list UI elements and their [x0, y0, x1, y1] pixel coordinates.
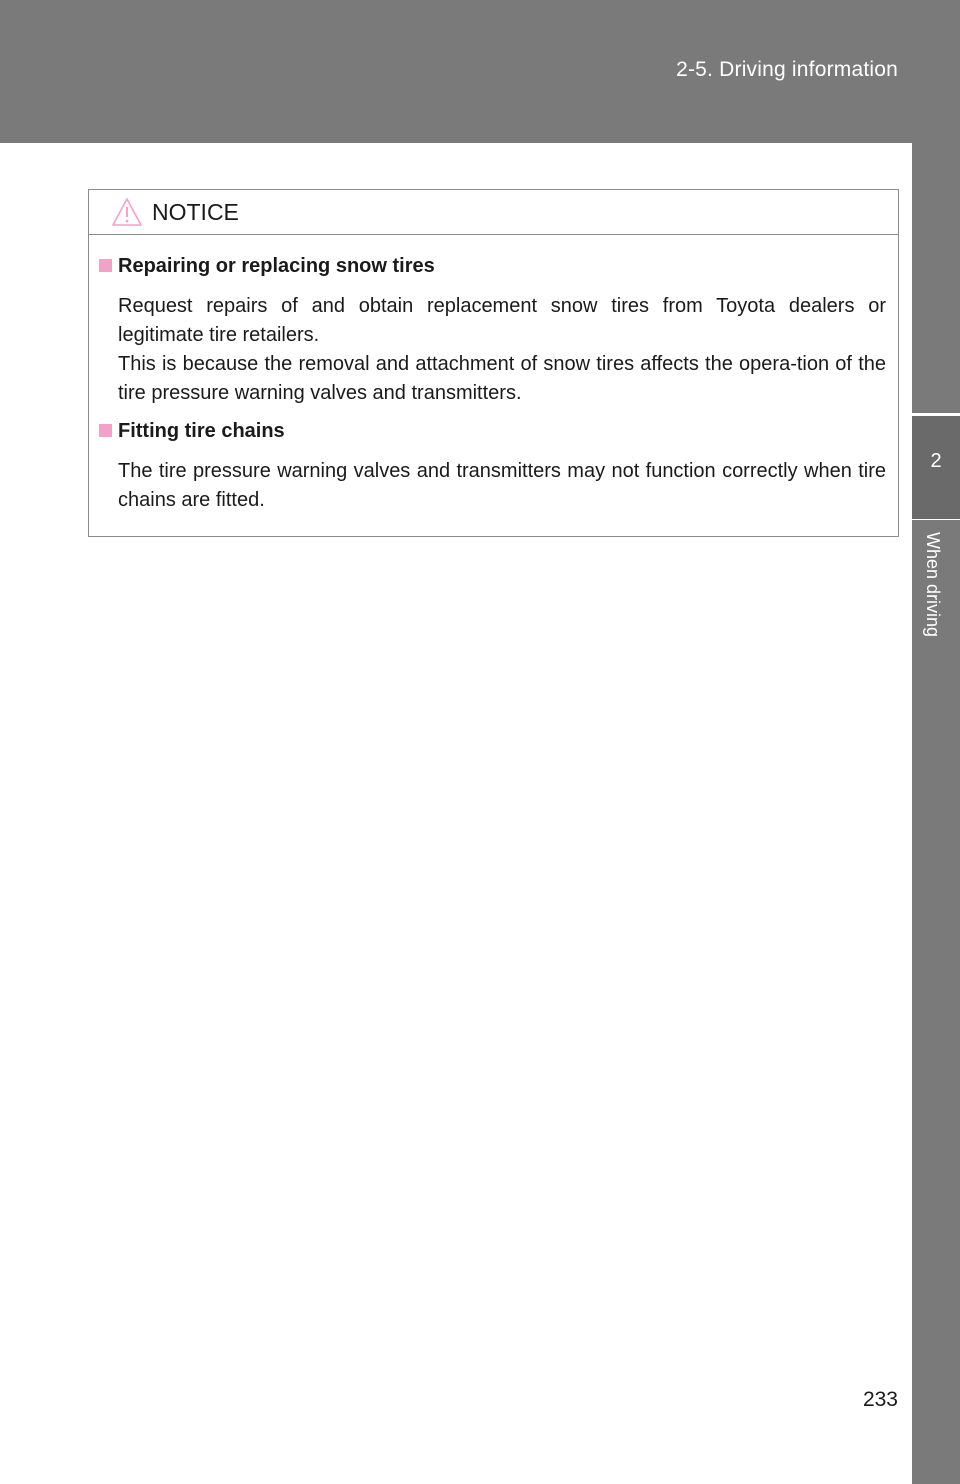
- paragraph: This is because the removal and attachment of snow tires affects the opera-tion of the tire pressure warning valves and transmitters.: [118, 353, 886, 404]
- notice-title: NOTICE: [152, 199, 239, 225]
- section-heading-tire-chains: [99, 420, 886, 443]
- chapter-label: When driving: [923, 532, 943, 638]
- square-bullet-icon: [99, 259, 112, 272]
- section-text-tire-chains: [99, 457, 886, 515]
- notice-header: [89, 190, 898, 235]
- section-heading-snow-tires: [99, 255, 886, 278]
- notice-body: [89, 235, 898, 515]
- square-bullet-icon: [99, 424, 112, 437]
- section-text-snow-tires: [99, 292, 886, 408]
- paragraph: Request repairs of and obtain replacement snow tires from Toyota dealers or legitimate tire retailers.: [118, 295, 886, 346]
- section-title: 2-5. Driving information: [676, 58, 898, 81]
- side-tab-upper: [912, 143, 960, 413]
- notice-box: [88, 189, 899, 537]
- page-number: 233: [862, 1388, 898, 1411]
- chapter-number: 2: [930, 450, 942, 472]
- paragraph: The tire pressure warning valves and transmitters may not function correctly when tire chains are fitted.: [118, 460, 886, 511]
- heading-text: Fitting tire chains: [118, 420, 285, 442]
- warning-triangle-icon: [111, 197, 143, 227]
- heading-text: Repairing or replacing snow tires: [118, 255, 435, 277]
- side-tab-lower: [912, 520, 960, 1484]
